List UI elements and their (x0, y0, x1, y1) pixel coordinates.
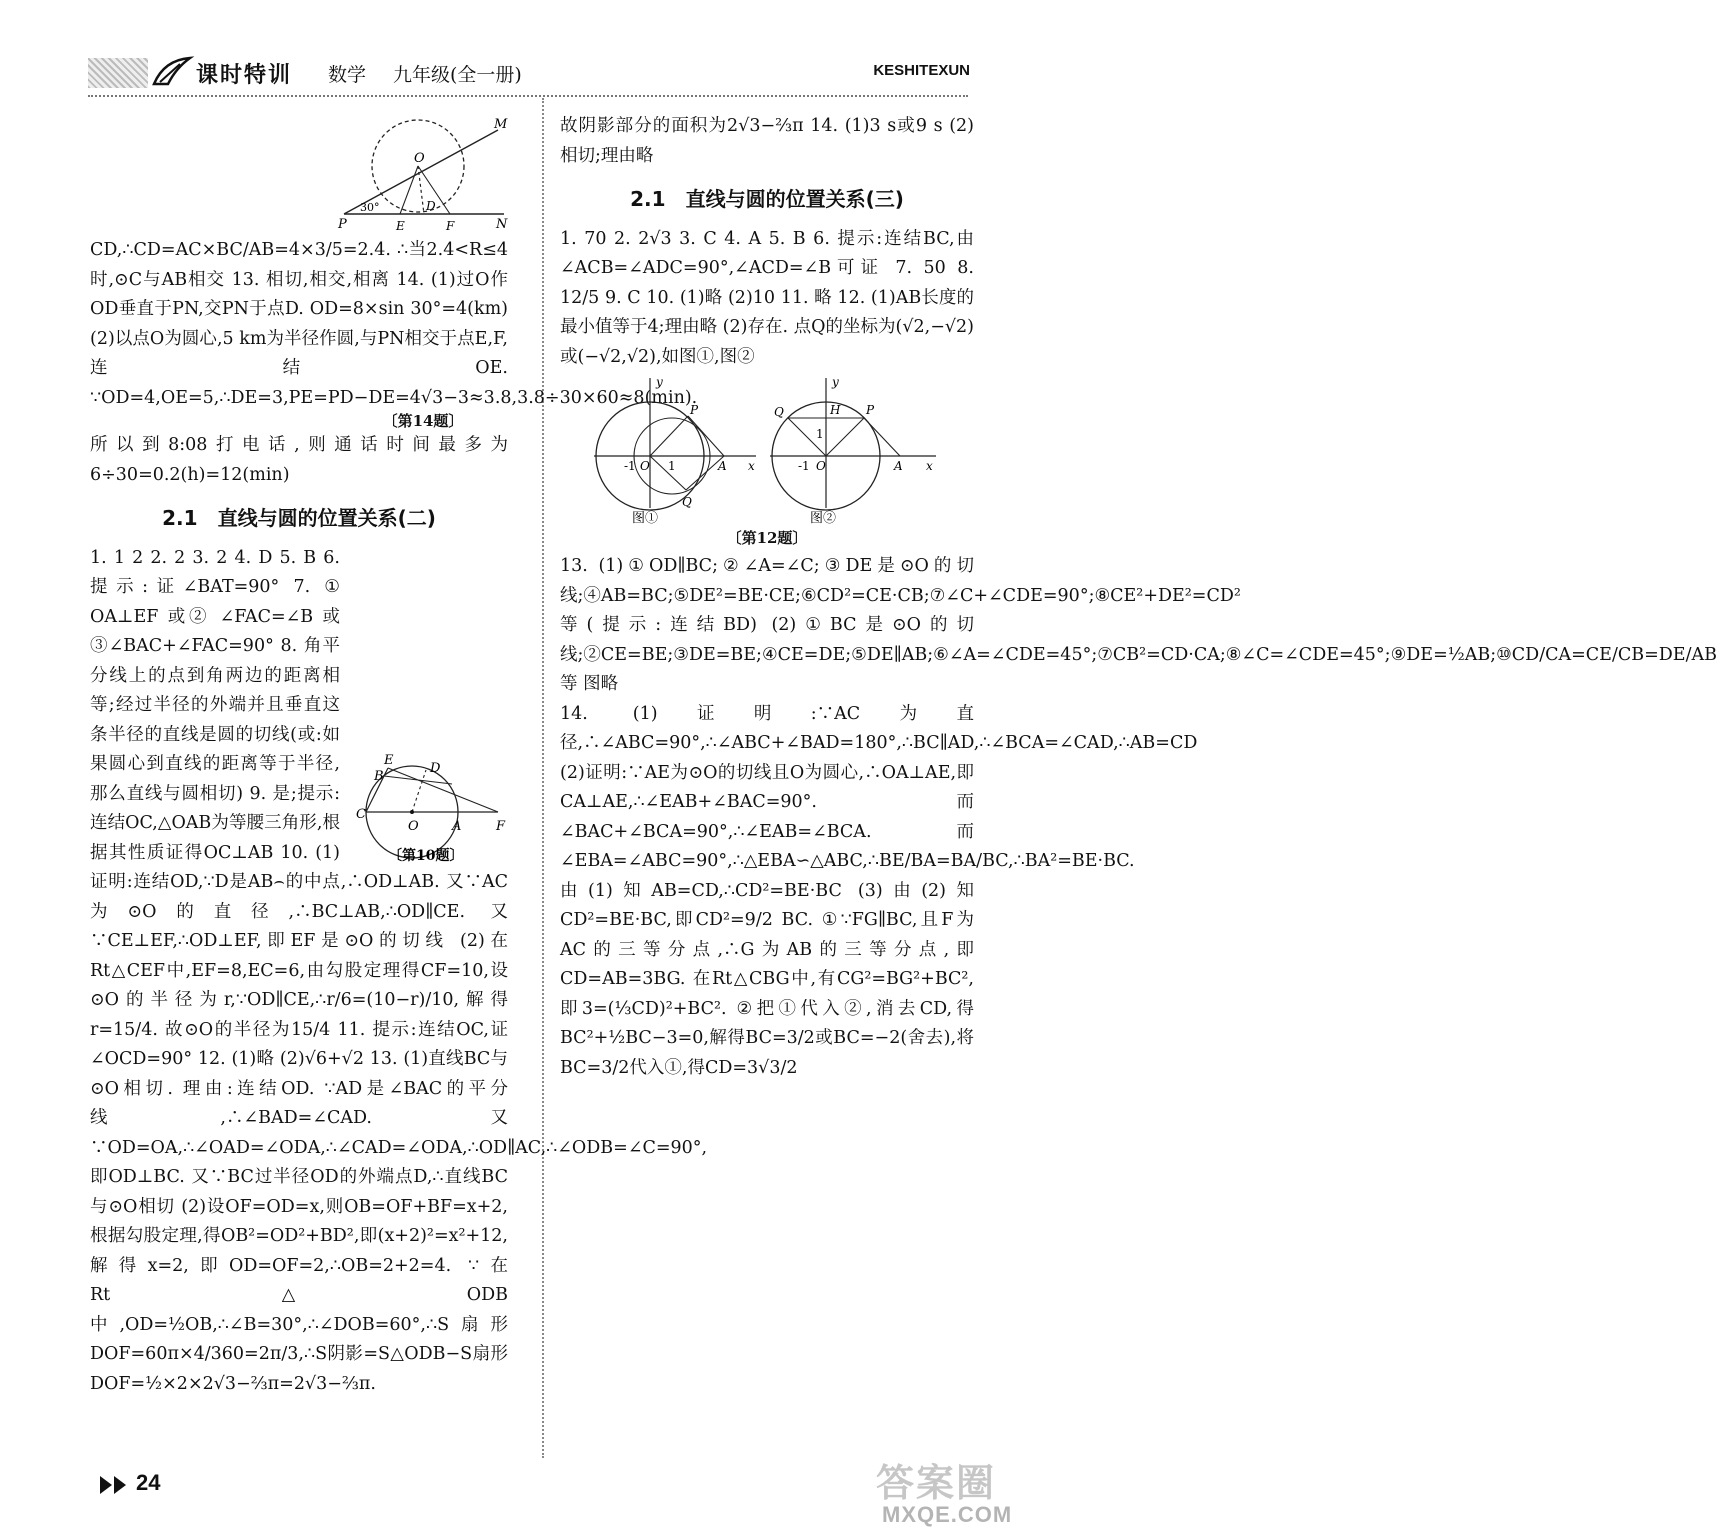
fig12-1-label-neg1: -1 (624, 459, 636, 473)
watermark (864, 1450, 1014, 1530)
section-title-2: 2.1 直线与圆的位置关系(二) (162, 506, 436, 530)
fig14-label-O: O (414, 151, 425, 166)
fig12-2-label-neg1: -1 (798, 459, 810, 473)
figure-10 (348, 754, 508, 864)
fig10-label-C: C (356, 806, 366, 822)
fig12-2-label-P: P (866, 403, 875, 417)
column-divider (542, 98, 544, 1458)
fig10-label-B: B (374, 768, 384, 784)
left-paragraph-2: 所以到8:08打电话,则通话时间最多为6÷30=0.2(h)=12(min) (90, 435, 508, 485)
right-column (560, 112, 1717, 1083)
fig12-2-label-x: x (926, 459, 933, 473)
left-paragraph-3: 1. 1 2 2. 2 3. 2 4. D 5. B 6. 提示:证∠BAT=90° 7. ① OA⊥EF 或② ∠FAC=∠B 或③∠BAC+∠FAC=90° 8. 角平分线上的点到角两边的距离相等;经过半径的外端并且垂直这条半径的直线是圆的切线(或:如果圆心到直线的距离等于半径,那么直线与圆相切) 9. 是;提示:连结OC,△OAB为等腰三角形,根据其性质证得OC⊥AB 10. (1)证明:连结OD,∵D是AB⌢的中点,∴OD⊥AB. 又∵AC为⊙O的直径,∴BC⊥AB,∴OD∥CE. 又∵CE⊥EF,∴OD⊥EF,即EF是⊙O的切线 (2)在Rt△CEF中,EF=8,EC=6,由勾股定理得CF=10,设⊙O的半径为r,∵OD∥CE,∴r/6=(10−r)/10,解得r=15/4. 故⊙O的半径为15/4 11. 提示:连结OC,证∠OCD=90° 12. (1)略 (2)√6+√2 13. (1)直线BC与⊙O相切. 理由:连结OD. ∵AD是∠BAC的平分线,∴∠BAD=∠CAD. 又∵OD=OA,∴∠OAD=∠ODA,∴∠CAD=∠ODA,∴OD∥AC,∴∠ODB=∠C=90°,即OD⊥BC. 又∵BC过半径OD的外端点D,∴直线BC与⊙O相切 (2)设OF=OD=x,则OB=OF+BF=x+2,根据勾股定理,得OB²=OD²+BD²,即(x+2)²=x²+12,解得x=2,即OD=OF=2,∴OB=2+2=4. ∵在Rt△ODB中,OD=½OB,∴∠B=30°,∴∠DOB=60°,∴S扇形DOF=60π×4/360=2π/3,∴S阴影=S△ODB−S扇形DOF=½×2×2√3−⅔π=2√3−⅔π. (90, 547, 708, 1394)
fig12-2-label-y: y (832, 375, 839, 389)
fig12-1-label: 图① (632, 511, 659, 526)
watermark-cn: 答案圈 (876, 1461, 997, 1505)
pen-logo-icon (150, 54, 194, 90)
figure-12 (560, 372, 974, 526)
fig12-1-label-Q: Q (682, 495, 692, 509)
right-paragraph-1: 故阴影部分的面积为2√3−⅔π 14. (1)3 s或9 s (2)相切;理由略 (560, 116, 974, 166)
fig12-1-label-A: A (718, 459, 727, 473)
fig12-2-label-O: O (816, 459, 826, 473)
site-label: KESHITEXUN (873, 62, 970, 79)
left-paragraph-1: CD,∴CD=AC×BC/AB=4×3/5=2.4. ∴当2.4<R≤4时,⊙C与AB相交 13. 相切,相交,相离 14. (1)过O作OD垂直于PN,交PN于点D. OD=8×sin 30°=4(km) (2)以点O为圆心,5 km为半径作圆,与PN相交于点E,F,连结OE. ∵OD=4,OE=5,∴DE=3,PE=PD−DE=4√3−3≈3.8,3.8÷30×60≈8(min). (90, 240, 698, 408)
fig14-label-angle: 30° (360, 201, 380, 214)
fig14-caption: 〔第14题〕 (382, 412, 464, 430)
fig14-label-M: M (494, 117, 508, 132)
watermark-url: MXQE.COM (882, 1502, 1013, 1527)
fig12-graph-1 (594, 375, 756, 526)
double-arrow-icon (98, 1474, 132, 1496)
fig12-2-label: 图② (810, 511, 837, 526)
fig14-label-N: N (496, 217, 508, 232)
fig12-2-label-H: H (830, 403, 841, 417)
fig10-label-F: F (496, 818, 506, 834)
subject-label: 数学 (328, 64, 367, 86)
fig12-2-label-Q: Q (774, 405, 784, 419)
fig14-label-D: D (426, 199, 436, 213)
fig10-caption: 〔第10题〕 (388, 847, 464, 864)
grade-label: 九年级(全一册) (393, 64, 522, 86)
fig12-2-label-A: A (894, 459, 903, 473)
fig12-1-label-P: P (690, 403, 699, 417)
fig10-label-O: O (408, 818, 419, 834)
fig12-1-label-1: 1 (668, 459, 676, 473)
right-paragraph-2: 1. 70 2. 2√3 3. C 4. A 5. B 6. 提示:连结BC,由∠ACB=∠ADC=90°,∠ACD=∠B可证 7. 50 8. 12/5 9. C 10. (1)略 (2)10 11. 略 12. (1)AB长度的最小值等于4;理由略 (2)存在. 点Q的坐标为(√2,−√2)或(−√2,√2),如图①,图② (560, 228, 974, 367)
fig14-label-P: P (338, 217, 347, 232)
page-header (88, 54, 988, 94)
brand-title: 课时特训 (196, 63, 293, 88)
fig12-graph-2 (770, 375, 936, 526)
fig12-1-label-O: O (640, 459, 650, 473)
figure-14 (338, 116, 508, 234)
fig14-label-E: E (396, 219, 405, 233)
page-number: 24 (136, 1470, 161, 1495)
fig12-1-label-x: x (748, 459, 755, 473)
fig12-2-label-1: 1 (816, 427, 824, 441)
fig10-label-A: A (452, 818, 462, 834)
fig12-caption: 〔第12题〕 (726, 529, 808, 547)
fig10-label-D: D (430, 760, 441, 776)
fig14-label-F: F (446, 219, 455, 233)
header-divider (88, 95, 968, 97)
right-paragraph-4: 14. (1)证明:∵AC为直径,∴∠ABC=90°,∴∠ABC+∠BAD=180°,∴BC∥AD,∴∠BCA=∠CAD,∴AB=CD (2)证明:∵AE为⊙O的切线且O为圆心,∴OA⊥AE,即CA⊥AE,∴∠EAB+∠BAC=90°. 而∠BAC+∠BCA=90°,∴∠EAB=∠BCA. 而∠EBA=∠ABC=90°,∴△EBA∽△ABC,∴BE/BA=BA/BC,∴BA²=BE·BC. 由(1)知AB=CD,∴CD²=BE·BC (3)由(2)知CD²=BE·BC,即CD²=9/2 BC. ①∵FG∥BC,且F为AC的三等分点,∴G为AB的三等分点,即CD=AB=3BG. 在Rt△CBG中,有CG²=BG²+BC²,即3=(⅓CD)²+BC². ②把①代入②,消去CD,得BC²+½BC−3=0,解得BC=3/2或BC=−2(舍去),将BC=3/2代入①,得CD=3√3/2 (560, 703, 1198, 1078)
fig12-1-label-y: y (656, 375, 663, 389)
right-paragraph-3: 13. (1)①OD∥BC;②∠A=∠C;③DE是⊙O的切线;④AB=BC;⑤DE²=BE·CE;⑥CD²=CE·CB;⑦∠C+∠CDE=90°;⑧CE²+DE²=CD²等(提示:连结BD) (2)①BC是⊙O的切线;②CE=BE;③DE=BE;④CE=DE;⑤DE∥AB;⑥∠A=∠CDE=45°;⑦CB²=CD·CA;⑧∠C=∠CDE=45°;⑨DE=½AB;⑩CD/CA=CE/CB=DE/AB等 图略 (560, 556, 1717, 694)
section-title-3: 2.1 直线与圆的位置关系(三) (630, 187, 904, 211)
logo-pattern (88, 58, 148, 88)
fig10-label-E: E (384, 752, 394, 768)
